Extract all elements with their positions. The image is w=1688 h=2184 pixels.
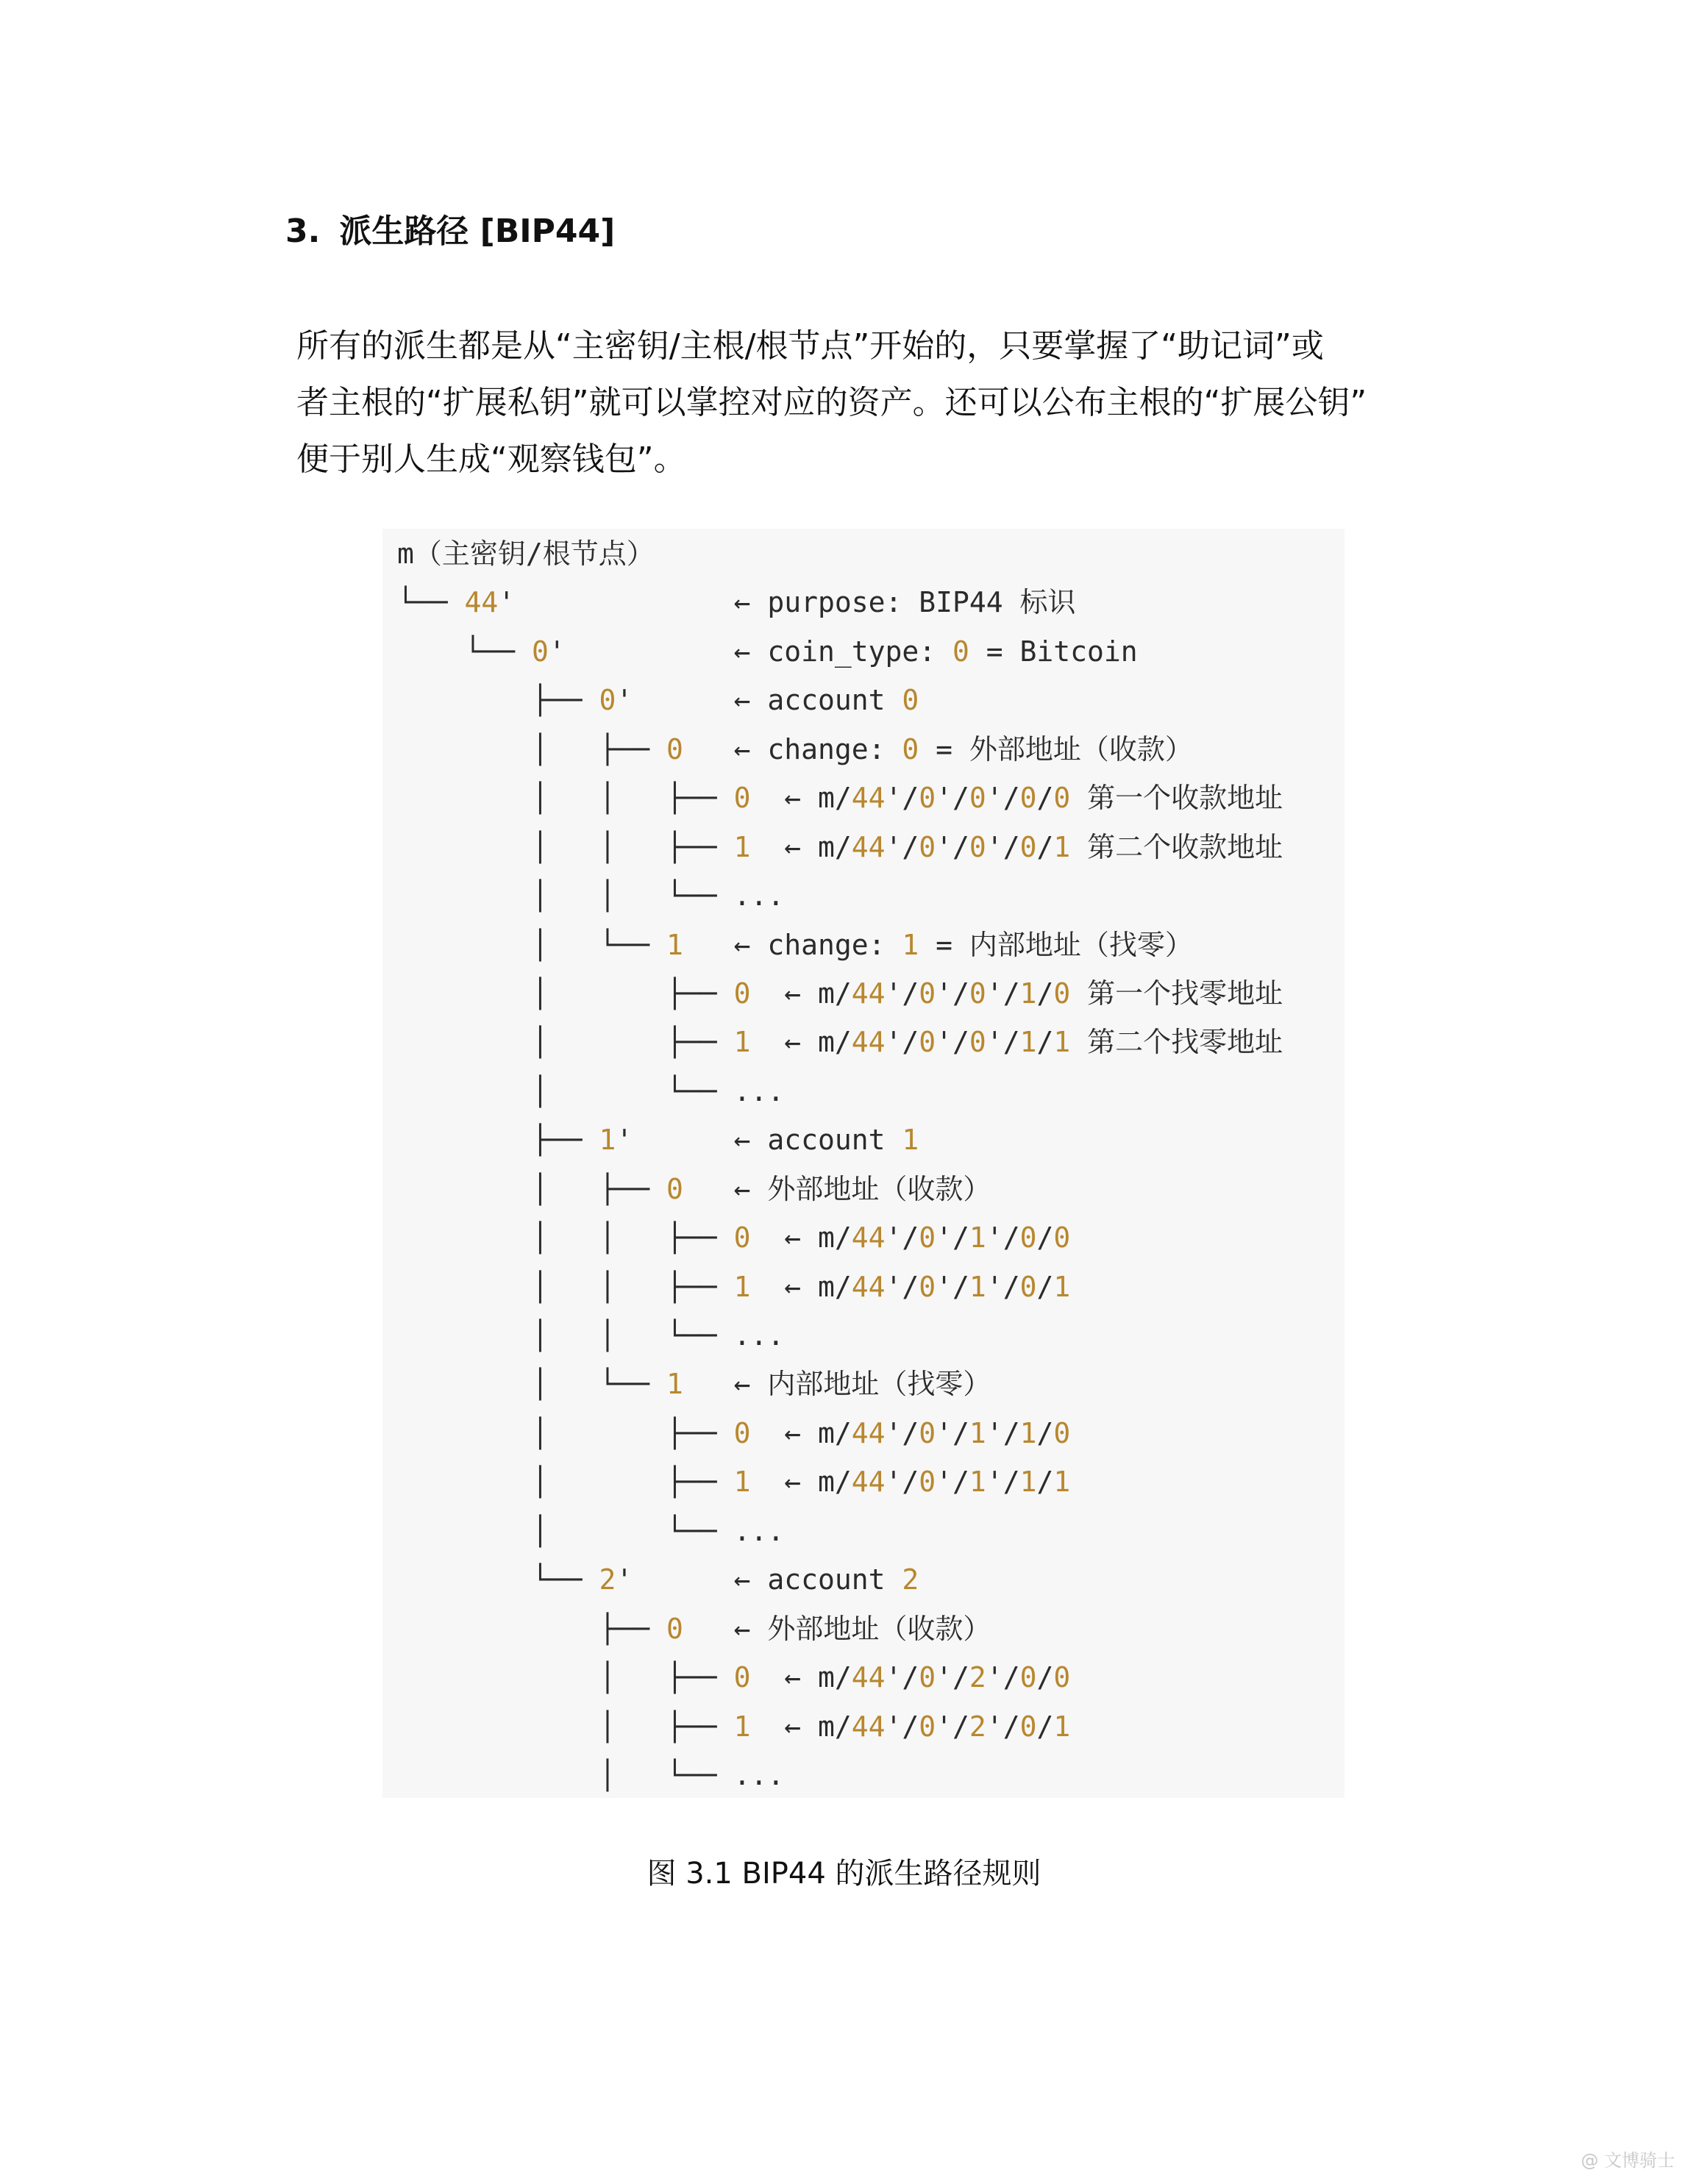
section-title: 派生路径 [BIP44]	[339, 213, 616, 250]
derivation-tree	[397, 529, 1283, 1799]
code-line: │ ├── 0 ← change: 0 = 外部地址（收款）	[397, 732, 1193, 766]
watermark: @ 文博骑士	[1581, 2150, 1675, 2171]
code-line: │ │ ├── 0 ← m/44'/0'/0'/0/0 第一个收款地址	[397, 782, 1283, 815]
intro-line: 者主根的“扩展私钥”就可以掌控对应的资产。还可以公布主根的“扩展公钥”	[296, 384, 1367, 421]
code-line: │ │ └── ...	[397, 879, 785, 913]
code-line: │ └── ...	[397, 1514, 785, 1547]
code-line: │ └── ...	[397, 1074, 785, 1107]
intro-line: 便于别人生成“观察钱包”。	[296, 440, 686, 478]
code-line: │ ├── 1 ← m/44'/0'/1'/1/1	[397, 1466, 1071, 1499]
code-line: │ │ ├── 1 ← m/44'/0'/0'/0/1 第二个收款地址	[397, 830, 1283, 863]
code-line: │ │ ├── 0 ← m/44'/0'/1'/0/0	[397, 1221, 1071, 1255]
code-line: │ └── ...	[397, 1758, 785, 1791]
code-line: │ │ ├── 1 ← m/44'/0'/1'/0/1	[397, 1270, 1071, 1303]
code-line: m（主密钥/根节点）	[397, 538, 655, 570]
code-line: └── 44' ← purpose: BIP44 标识	[397, 586, 1076, 619]
code-line: │ ├── 1 ← m/44'/0'/2'/0/1	[397, 1710, 1071, 1743]
code-line: │ ├── 0 ← m/44'/0'/2'/0/0	[397, 1661, 1071, 1694]
code-line: ├── 1' ← account 1	[397, 1124, 919, 1157]
code-line: │ ├── 0 ← m/44'/0'/0'/1/0 第一个找零地址	[397, 977, 1283, 1010]
code-line: │ └── 1 ← 内部地址（找零）	[397, 1368, 991, 1401]
code-line: ├── 0 ← 外部地址（收款）	[397, 1612, 991, 1645]
code-line: │ ├── 1 ← m/44'/0'/0'/1/1 第二个找零地址	[397, 1026, 1283, 1059]
code-line: └── 2' ← account 2	[397, 1563, 919, 1596]
section-number: 3.	[285, 213, 321, 250]
code-line: │ ├── 0 ← 外部地址（收款）	[397, 1172, 991, 1205]
section-heading	[285, 204, 615, 251]
figure-caption: 图 3.1 BIP44 的派生路径规则	[647, 1857, 1041, 1891]
intro-line: 所有的派生都是从“主密钥/主根/根节点”开始的，只要掌握了“助记词”或	[296, 327, 1324, 365]
intro-paragraph	[296, 318, 1473, 488]
code-line: ├── 0' ← account 0	[397, 684, 919, 717]
code-line: │ └── 1 ← change: 1 = 内部地址（找零）	[397, 928, 1193, 961]
code-line: │ │ └── ...	[397, 1319, 785, 1352]
code-line: │ ├── 0 ← m/44'/0'/1'/1/0	[397, 1416, 1071, 1449]
code-line: └── 0' ← coin_type: 0 = Bitcoin	[397, 635, 1138, 668]
